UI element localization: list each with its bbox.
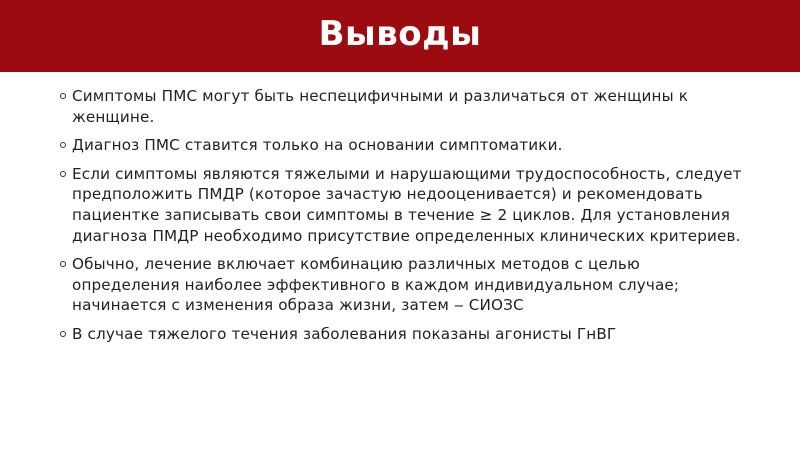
bullet-item [60,86,750,127]
bullet-list [60,86,750,353]
bullet-text: Если симптомы являются тяжелыми и нарушающими трудоспособность, следует предположить ПМДР (которое зачастую недооценивается) и рекомендовать пациентке записывать свои симптомы в течение ≥ 2 циклов. Для установления диагноза ПМДР необходимо присутствие определенных клинических критериев. [72,164,742,245]
title-bar [0,0,800,72]
bullet-item [60,164,750,246]
bullet-circle-icon [60,331,66,337]
bullet-text: В случае тяжелого течения заболевания показаны агонисты ГнВГ [72,324,617,343]
bullet-circle-icon [60,171,66,177]
bullet-circle-icon [60,261,66,267]
bullet-circle-icon [60,142,66,148]
bullet-item [60,324,750,345]
bullet-circle-icon [60,93,66,99]
slide-title: Выводы [318,14,482,54]
bullet-item [60,254,750,316]
bullet-text: Обычно, лечение включает комбинацию различных методов с целью определения наиболее эффективного в каждом индивидуальном случае; начинается с изменения образа жизни, затем ‒ СИОЗС [72,255,680,315]
bullet-text: Диагноз ПМС ставится только на основании симптоматики. [72,136,563,155]
bullet-text: Симптомы ПМС могут быть неспецифичными и различаться от женщины к женщине. [72,87,689,126]
bullet-item [60,135,750,156]
